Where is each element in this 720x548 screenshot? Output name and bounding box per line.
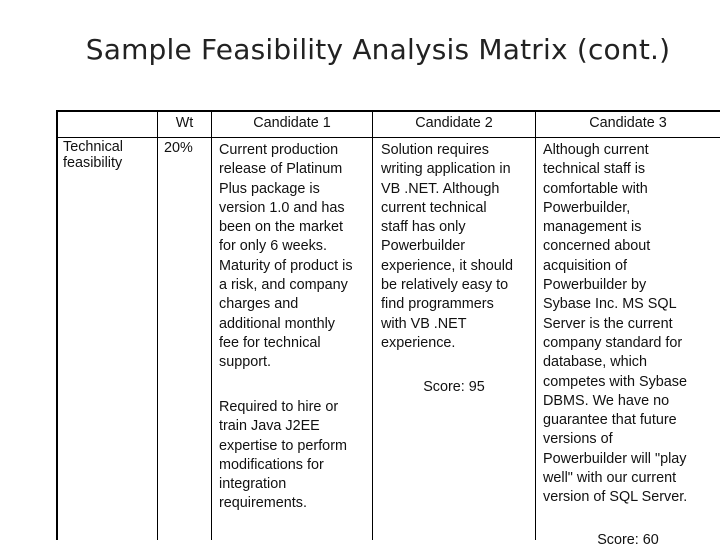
col-divider-c2 xyxy=(372,110,373,540)
candidate-3-score: Score: 60 xyxy=(597,532,659,548)
col-divider-wt xyxy=(157,110,158,540)
header-candidate-3: Candidate 3 xyxy=(589,115,667,131)
header-divider xyxy=(56,137,720,138)
table-left-border xyxy=(56,110,58,540)
candidate-1-extra-text: Required to hire or train Java J2EE expertise to perform modifications for integration requirements. xyxy=(219,399,347,512)
col-divider-c1 xyxy=(211,110,212,540)
header-candidate-1: Candidate 1 xyxy=(253,115,331,131)
header-wt: Wt xyxy=(175,115,194,131)
candidate-2-text: Solution requires writing application in VB .NET. Although current technical staff has only Powerbuilder experience, it should be relatively easy to find programmers with VB .NET experience. xyxy=(381,142,513,351)
table-top-border xyxy=(56,110,720,112)
candidate-1-text: Current production release of Platinum Plus package is version 1.0 and has been on the market for only 6 weeks. Maturity of product is a risk, and company charges and additional monthly fee for technical support. xyxy=(219,142,353,371)
col-divider-c3 xyxy=(535,110,536,540)
weight-value: 20% xyxy=(164,140,193,156)
slide-title: Sample Feasibility Analysis Matrix (cont.) xyxy=(85,33,671,66)
criterion-label: Technical feasibility xyxy=(63,139,123,171)
header-candidate-2: Candidate 2 xyxy=(415,115,493,131)
candidate-3-text: Although current technical staff is comfortable with Powerbuilder, management is concerned about acquisition of Powerbuilder by Sybase Inc. MS SQL Server is the current company standard for database, which competes with Sybase DBMS. We have no guarantee that future versions of Powerbuilder will "play well" with our current version of SQL Server. xyxy=(543,142,688,506)
candidate-2-score: Score: 95 xyxy=(423,379,485,395)
